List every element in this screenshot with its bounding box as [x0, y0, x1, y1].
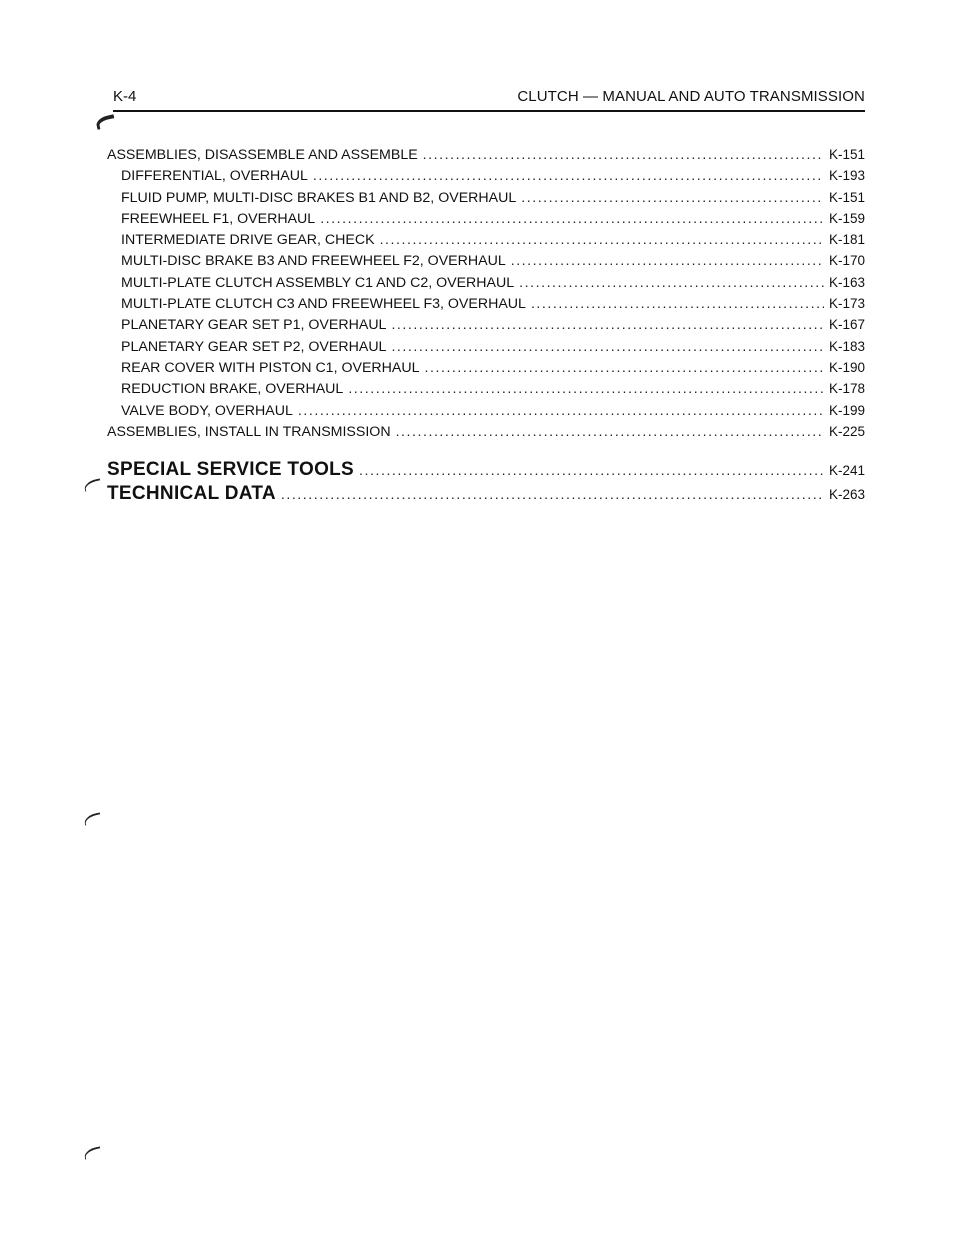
toc-major-page: K-263 [828, 487, 865, 503]
major-sections [107, 459, 865, 507]
toc-entry[interactable] [107, 275, 865, 296]
toc-major-title: SPECIAL SERVICE TOOLS [107, 459, 355, 481]
dot-leader [298, 403, 824, 419]
dot-leader [521, 190, 824, 206]
toc-entry-title: FLUID PUMP, MULTI-DISC BRAKES B1 AND B2, OVERHAUL [121, 189, 517, 206]
toc-entry-title: MULTI-DISC BRAKE B3 AND FREEWHEEL F2, OVERHAUL [121, 253, 506, 270]
toc-entry-title: VALVE BODY, OVERHAUL [121, 402, 293, 419]
toc-major-title: TECHNICAL DATA [107, 483, 276, 505]
toc-major-entry[interactable] [107, 483, 865, 507]
toc-entry-page: K-225 [828, 423, 865, 439]
toc-entry-title: FREEWHEEL F1, OVERHAUL [121, 210, 316, 227]
dot-leader [423, 147, 824, 163]
binder-mark [83, 1146, 102, 1159]
toc-entry-page: K-183 [828, 338, 865, 354]
toc-entry[interactable] [107, 253, 865, 274]
binder-mark [83, 812, 102, 825]
toc-entry[interactable] [107, 403, 865, 424]
table-of-contents [107, 147, 865, 507]
page-code: K-4 [113, 88, 137, 105]
toc-entry-page: K-170 [828, 253, 865, 269]
dot-leader [531, 296, 824, 312]
toc-entry-title: REAR COVER WITH PISTON C1, OVERHAUL [121, 359, 420, 376]
toc-entry[interactable] [107, 317, 865, 338]
toc-entry-page: K-151 [828, 147, 865, 162]
toc-entry[interactable] [107, 296, 865, 317]
toc-entry-page: K-193 [828, 168, 865, 184]
dot-leader [380, 232, 824, 248]
toc-entry-page: K-181 [828, 232, 865, 248]
toc-entry[interactable] [107, 190, 865, 211]
toc-entry[interactable] [107, 168, 865, 189]
dot-leader [359, 463, 824, 479]
toc-entry-title: INTERMEDIATE DRIVE GEAR, CHECK [121, 232, 375, 249]
toc-entry-title: DIFFERENTIAL, OVERHAUL [121, 168, 308, 185]
toc-entry-page: K-151 [828, 189, 865, 205]
dot-leader [391, 339, 824, 355]
toc-entry-title: REDUCTION BRAKE, OVERHAUL [121, 381, 344, 398]
toc-entry[interactable] [107, 360, 865, 381]
toc-major-page: K-241 [828, 463, 865, 479]
dot-leader [348, 381, 824, 397]
toc-entry-page: K-199 [828, 402, 865, 418]
toc-entry[interactable] [107, 211, 865, 232]
toc-entry-page: K-159 [828, 210, 865, 226]
toc-entry-page: K-178 [828, 381, 865, 397]
toc-entry[interactable] [107, 339, 865, 360]
dot-leader [391, 317, 824, 333]
dot-leader [511, 253, 824, 269]
page-header [113, 86, 865, 112]
toc-entry[interactable] [107, 424, 865, 445]
dot-leader [396, 424, 824, 440]
toc-entry-page: K-167 [828, 317, 865, 333]
toc-entry[interactable] [107, 381, 865, 402]
toc-entry-title: PLANETARY GEAR SET P2, OVERHAUL [121, 338, 387, 355]
toc-entry-page: K-173 [828, 296, 865, 312]
toc-entry[interactable] [107, 147, 865, 168]
toc-entry-title: ASSEMBLIES, DISASSEMBLE AND ASSEMBLE [107, 147, 418, 163]
dot-leader [320, 211, 824, 227]
toc-entry-page: K-163 [828, 274, 865, 290]
dot-leader [425, 360, 824, 376]
binder-mark [95, 114, 116, 130]
dot-leader [281, 487, 824, 503]
binder-mark [83, 478, 102, 491]
toc-entry[interactable] [107, 232, 865, 253]
dot-leader [313, 168, 824, 184]
toc-entry-title: ASSEMBLIES, INSTALL IN TRANSMISSION [107, 423, 391, 440]
dot-leader [519, 275, 824, 291]
toc-entry-title: PLANETARY GEAR SET P1, OVERHAUL [121, 317, 387, 334]
toc-entry-title: MULTI-PLATE CLUTCH ASSEMBLY C1 AND C2, OVERHAUL [121, 274, 515, 291]
toc-entry-page: K-190 [828, 359, 865, 375]
toc-entry-title: MULTI-PLATE CLUTCH C3 AND FREEWHEEL F3, OVERHAUL [121, 296, 526, 313]
toc-major-entry[interactable] [107, 459, 865, 483]
running-title: CLUTCH — MANUAL AND AUTO TRANSMISSION [517, 88, 865, 105]
